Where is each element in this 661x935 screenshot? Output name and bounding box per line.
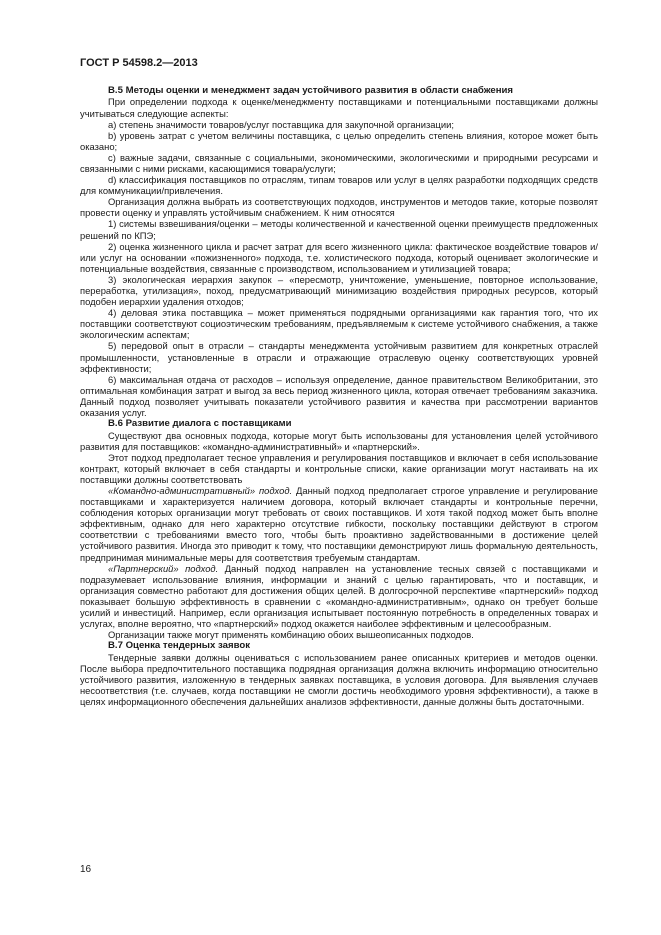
list-item: 4) деловая этика поставщика – может применяться подрядными организациями как гарантия того, что их поставщики соответствуют социоэтическим требованиям, предъявляемым к системе устойчивого снабжения, а также экологическим аспектам; xyxy=(80,307,598,341)
paragraph: Этот подход предполагает тесное управления и регулирования поставщиков и включает в себя использование контракт, который включает в себя стандарты и контрольные списки, какие организации могут настаивать на их поставщики должны соответствовать xyxy=(80,451,598,485)
list-item: 3) экологическая иерархия закупок – «пересмотр, уничтожение, уменьшение, повторное использование, переработка, утилизация», поход, предусматривающий минимизацию воздействия природных ресурсов, который подобен иерархии удаления отходов; xyxy=(80,273,598,308)
list-item: 6) максимальная отдача от расходов – используя определение, данное правительством Великобритании, это оптимальная комбинация затрат и выгод за весь период жизненного цикла, которая отвечает требованиям заказчика. Данный подход позволяет учитывать показатели устойчивого развития и качества при рассмотрении вариантов оказания услуг. xyxy=(80,373,598,419)
paragraph: Существуют два основных подхода, которые могут быть использованы для установления целей устойчивого развития для поставщиков: «командно-административный» и «партнерский». xyxy=(80,429,598,452)
paragraph xyxy=(80,563,598,630)
list-item: d) классификация поставщиков по отраслям, типам товаров или услуг в целях разработки подходящих средств для коммуникации/привлечения. xyxy=(80,174,598,197)
section-b5-title: В.5 Методы оценки и менеджмент задач устойчивого развития в области снабжения xyxy=(108,85,514,96)
list-item: b) уровень затрат с учетом величины поставщика, с целью определить степень влияния, которое может быть оказано; xyxy=(80,129,598,152)
list-item: с) важные задачи, связанные с социальными, экономическими, экологическими и природными ресурсами и связанными с ними рисками, касающимися товара/услуги; xyxy=(80,151,598,174)
document-header: ГОСТ Р 54598.2—2013 xyxy=(80,57,198,69)
list-item: 2) оценка жизненного цикла и расчет затрат для всего жизненного цикла: фактическое воздействие товаров и/или услуг на основании «пожизненного» подхода, т.е. холистического подхода, который оценивает экологические и потенциальные воздействия, связанные с производством, использованием и утилизацией товара; xyxy=(80,240,598,274)
list-item: а) степень значимости товаров/услуг поставщика для закупочной организации; xyxy=(108,118,454,130)
paragraph: При определении подхода к оценке/менеджменту поставщиками и потенциальными поставщиками должны учитываться следующие аспекты: xyxy=(80,96,598,119)
page-number: 16 xyxy=(80,864,92,875)
paragraph: Тендерные заявки должны оцениваться с использованием ранее описанных критериев и методов оценки. После выбора предпочтительного поставщика подрядная организация должна включить информацию относительно устойчивого развития, изложенную в тендерных заявках поставщика, в условия договора. Для выявления случаев несоответствия (т.е. случаев, когда поставщики не смогли достичь необходимого уровня эффективности), а также в целях информационного обеспечения дальнейших анализов эффективности, данные должны быть достаточными. xyxy=(80,651,598,708)
list-item: 5) передовой опыт в отрасли – стандарты менеджмента устойчивым развитием для конкретных отраслей промышленности, установленные в отрасли и отражающие отраслевую оценку соответствующих уровней эффективности; xyxy=(80,340,598,374)
section-b7-title: В.7 Оценка тендерных заявок xyxy=(108,640,250,652)
section-b6-title: В.6 Развитие диалога с поставщиками xyxy=(108,418,292,430)
paragraph xyxy=(80,485,598,563)
paragraph-text: Данный подход направлен на установление тесных связей с поставщиками и подразумевает использование влияния, информации и знаний с целью гарантировать, что и поставщик, и организация совместно работают для достижения общих целей. В долгосрочной перспективе «партнерский» подход показывает большую эффективность в сравнении с «командно-административным», однако он требует больше усилий и инвестиций. Например, если организация испытывает постоянную потребность в определенных товарах и услугах, вполне вероятно, что «партнерский» подход окажется наиболее эффективным и целесообразным. xyxy=(80,562,598,630)
term-partner-approach: «Партнерский» подход. xyxy=(108,562,219,574)
term-command-approach: «Командно-административный» подход. xyxy=(108,485,293,496)
list-item: 1) системы взвешивания/оценки – методы количественной и качественной оценки преимуществ предложенных решений по КПЭ; xyxy=(80,218,598,241)
paragraph-text: Данный подход предполагает строгое управление и регулирование поставщиками и характеризуется наличием договора, который включает стандарты и контрольные перечни, соблюдения которых организации могут требовать от своих поставщиков. И хотя такой подход может быть вполне эффективным, однако для него характерно отсутствие гибкости, поскольку поставщики действуют в строгом соответствии с требованиями вместо того, чтобы быть проактивно задействованными в достижение целей устойчивого развития. Иногда это приводит к тому, что поставщики демонстрируют лишь формальную деятельность, предпринимая минимальные меры для соответствия требуемым стандартам. xyxy=(80,485,598,563)
document-body xyxy=(80,85,598,707)
paragraph: Организации также могут применять комбинацию обоих вышеописанных подходов. xyxy=(108,629,474,641)
paragraph: Организация должна выбрать из соответствующих подходов, инструментов и методов такие, которые позволят провести оценку и управлять устойчивым снабжением. К ним относятся xyxy=(80,196,598,219)
